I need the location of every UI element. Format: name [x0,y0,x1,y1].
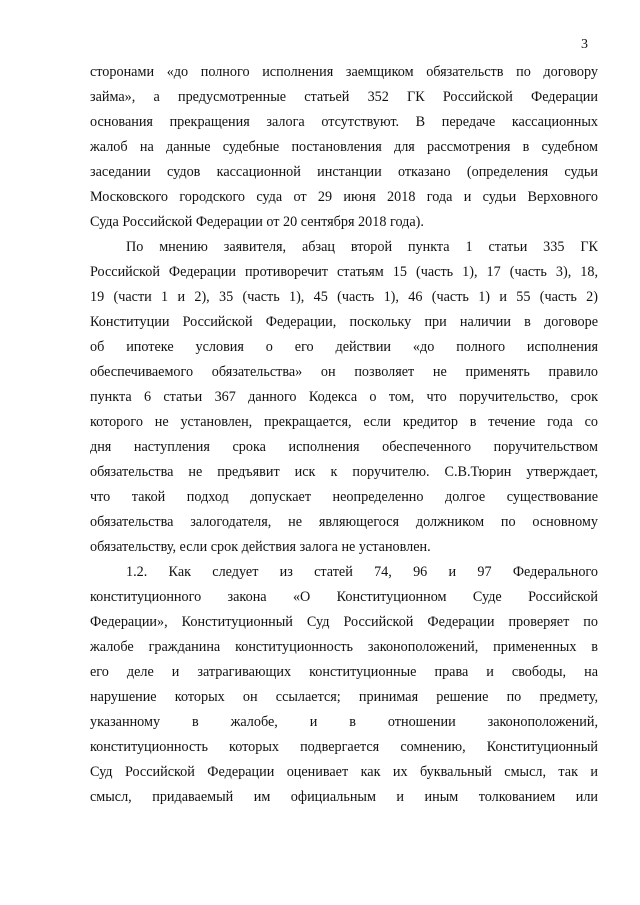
paragraph [90,60,598,235]
text-line: дня наступления срока исполнения обеспеченного поручительством [90,439,598,455]
document-body [90,60,598,810]
text-line: По мнению заявителя, абзац второй пункта 1 статьи 335 ГК [126,239,598,255]
text-line: обязательства не предъявит иск к поручителю. С.В.Тюрин утверждает, [90,464,598,480]
text-line: указанному в жалобе, и в отношении законоположений, [90,714,598,730]
text-line: Конституции Российской Федерации, поскольку при наличии в договоре [90,314,598,330]
text-line: что такой подход допускает неопределенно долгое существование [90,489,598,505]
text-line: Федерации», Конституционный Суд Российской Федерации проверяет по [90,614,598,630]
text-line: Российской Федерации противоречит статьям 15 (часть 1), 17 (часть 3), 18, [90,264,598,280]
text-line: конституционность которых подвергается сомнению, Конституционный [90,739,598,755]
text-line: обязательству, если срок действия залога не установлен. [90,539,431,555]
text-line: основания прекращения залога отсутствуют. В передаче кассационных [90,114,598,130]
text-line: смысл, придаваемый им официальным и иным толкованием или [90,789,598,805]
text-line: займа», а предусмотренные статьей 352 ГК Российской Федерации [90,89,598,105]
text-line: которого не установлен, прекращается, если кредитор в течение года со [90,414,598,430]
text-line: 19 (части 1 и 2), 35 (часть 1), 45 (часть 1), 46 (часть 1) и 55 (часть 2) [90,289,598,305]
text-line: Суда Российской Федерации от 20 сентября 2018 года). [90,214,424,230]
text-line: нарушение которых он ссылается; принимая решение по предмету, [90,689,598,705]
text-line: сторонами «до полного исполнения заемщиком обязательств по договору [90,64,598,80]
page-number: 3 [581,37,588,52]
text-line: обязательства залогодателя, не являющегося должником по основному [90,514,598,530]
text-line: пункта 6 статьи 367 данного Кодекса о том, что поручительство, срок [90,389,598,405]
text-line: заседании судов кассационной инстанции отказано (определения судьи [90,164,598,180]
text-line: 1.2. Как следует из статей 74, 96 и 97 Федерального [126,564,598,580]
text-line: конституционного закона «О Конституционном Суде Российской [90,589,598,605]
text-line: об ипотеке условия о его действии «до полного исполнения [90,339,598,355]
text-line: Суд Российской Федерации оценивает как их буквальный смысл, так и [90,764,598,780]
paragraph [90,560,598,810]
text-line: жалобе гражданина конституционность законоположений, примененных в [90,639,598,655]
paragraph [90,235,598,560]
text-line: его деле и затрагивающих конституционные права и свободы, на [90,664,598,680]
text-line: жалоб на данные судебные постановления для рассмотрения в судебном [90,139,598,155]
text-line: Московского городского суда от 29 июня 2018 года и судьи Верховного [90,189,598,205]
text-line: обеспечиваемого обязательства» он позволяет не применять правило [90,364,598,380]
